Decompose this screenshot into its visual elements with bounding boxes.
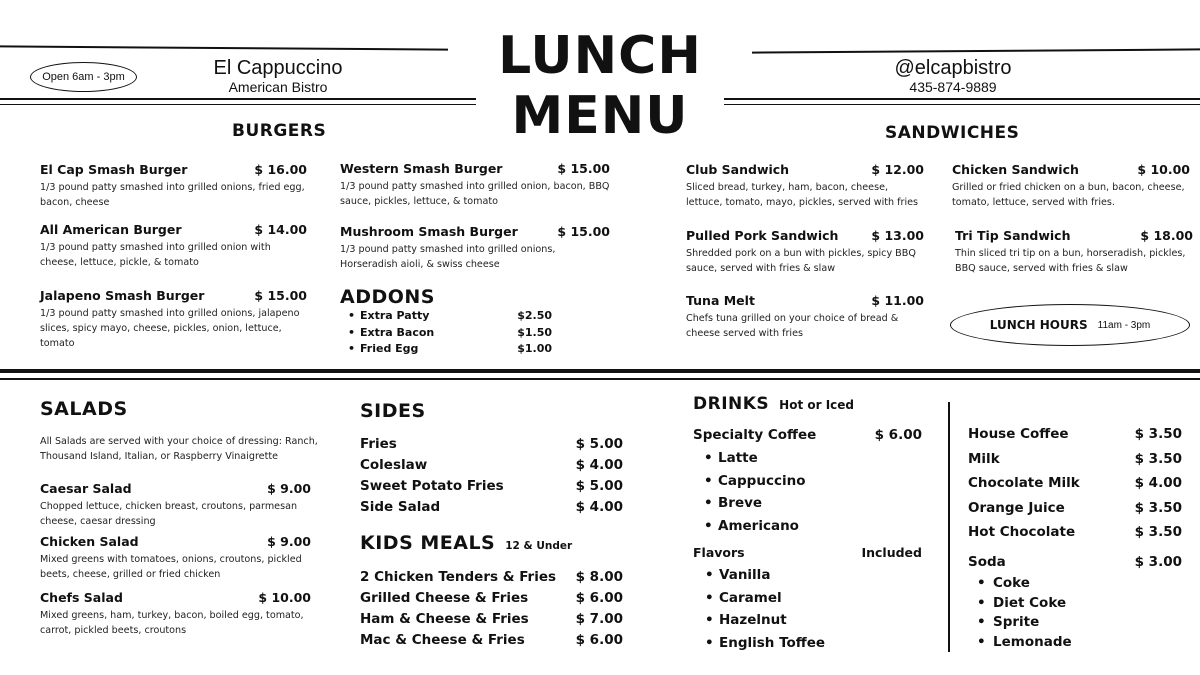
- flavor-option: • English Toffee: [705, 632, 922, 655]
- coffee-option: • Cappuccino: [704, 470, 922, 493]
- item-name: Milk: [968, 450, 1000, 467]
- item-name: Chefs Salad: [40, 590, 123, 605]
- drink-item: [968, 422, 1182, 447]
- menu-item: [340, 224, 610, 272]
- open-hours-badge: [30, 62, 137, 92]
- item-price: $ 3.50: [1134, 426, 1182, 442]
- item-name: Tri Tip Sandwich: [955, 228, 1071, 243]
- item-price: $ 5.00: [575, 436, 623, 452]
- title-line-1: LUNCH: [498, 26, 702, 86]
- item-price: $ 8.00: [575, 569, 623, 585]
- item-name: House Coffee: [968, 426, 1069, 442]
- drinks-note: Hot or Iced: [779, 398, 855, 412]
- item-name: Hot Chocolate: [968, 524, 1076, 540]
- specialty-coffee-row: [693, 425, 922, 446]
- kids-heading: KIDS MEALS: [360, 532, 496, 554]
- drink-item: [968, 447, 1182, 472]
- item-name: Grilled Cheese & Fries: [360, 590, 529, 606]
- restaurant-type: American Bistro: [228, 79, 328, 95]
- item-price: $ 18.00: [1140, 228, 1193, 243]
- addon-price: $1.50: [517, 325, 552, 339]
- item-description: 1/3 pound patty smashed into grilled onions, fried egg, bacon, cheese: [40, 182, 305, 208]
- menu-title: [490, 28, 710, 144]
- item-price: $ 15.00: [254, 288, 307, 303]
- header-line-left-top: [0, 45, 448, 50]
- menu-item: [40, 222, 307, 270]
- addon-item: [342, 325, 552, 342]
- addon-name: • Extra Patty: [360, 309, 430, 322]
- item-price: $ 6.00: [575, 632, 623, 648]
- item-name: Chocolate Milk: [968, 475, 1080, 491]
- salads-intro: [40, 432, 320, 464]
- lunch-hours-badge: [950, 304, 1190, 346]
- soda-option: • Diet Coke: [977, 594, 1182, 614]
- item-price: $ 10.00: [1137, 162, 1190, 177]
- item-description: Mixed greens, ham, turkey, bacon, boiled egg, tomato, carrot, pickled beets, croutons: [40, 610, 304, 636]
- flavors-label: Flavors: [693, 545, 745, 560]
- drinks-vertical-divider: [948, 402, 950, 652]
- specialty-coffee-price: $ 6.00: [874, 427, 922, 443]
- item-description: Sliced bread, turkey, ham, bacon, cheese, lettuce, tomato, mayo, pickles, served with fries: [686, 182, 919, 208]
- item-price: $ 3.50: [1134, 524, 1182, 540]
- sides-list: [360, 434, 623, 518]
- item-price: $ 7.00: [575, 611, 623, 627]
- menu-item: [952, 162, 1190, 210]
- drinks-heading: DRINKS: [693, 394, 770, 414]
- item-price: $ 9.00: [267, 534, 311, 549]
- item-name: Coleslaw: [360, 457, 428, 473]
- item-description: Grilled or fried chicken on a bun, bacon, cheese, tomato, lettuce, served with fries.: [952, 182, 1185, 208]
- menu-item: [40, 162, 307, 210]
- item-price: $ 15.00: [557, 224, 610, 239]
- header-line-left-bottom-2: [0, 104, 476, 105]
- item-name: 2 Chicken Tenders & Fries: [360, 569, 557, 585]
- open-hours-text: Open 6am - 3pm: [42, 71, 125, 83]
- menu-item: [40, 590, 311, 638]
- menu-item: [686, 293, 924, 341]
- coffee-option: • Americano: [704, 515, 922, 538]
- flavors-group: [693, 542, 922, 654]
- item-name: Pulled Pork Sandwich: [686, 228, 839, 243]
- item-description: Mixed greens with tomatoes, onions, croutons, pickled beets, cheese, grilled or fried chicken: [40, 554, 302, 580]
- item-price: $ 11.00: [871, 293, 924, 308]
- salads-intro-text: All Salads are served with your choice of dressing: Ranch, Thousand Island, Italian, or Raspberry Vinaigrette: [40, 436, 318, 462]
- lunch-hours-label: LUNCH HOURS: [989, 318, 1088, 332]
- item-price: $ 4.00: [1134, 475, 1182, 491]
- item-name: Chicken Salad: [40, 534, 139, 549]
- item-price: $ 12.00: [871, 162, 924, 177]
- soda-option: • Lemonade: [977, 633, 1182, 653]
- soda-row: [968, 550, 1182, 575]
- sandwiches-heading: SANDWICHES: [885, 123, 1020, 143]
- sides-heading: SIDES: [360, 400, 426, 422]
- item-price: $ 4.00: [575, 457, 623, 473]
- addon-item: [342, 341, 552, 358]
- drinks-list: [968, 422, 1182, 652]
- item-name: El Cap Smash Burger: [40, 162, 188, 177]
- item-price: $ 4.00: [575, 499, 623, 515]
- contact-info: [853, 57, 1053, 95]
- item-price: $ 10.00: [258, 590, 311, 605]
- item-price: $ 6.00: [575, 590, 623, 606]
- addons-list: [342, 308, 552, 358]
- drink-item: [968, 471, 1182, 496]
- soda-option: • Sprite: [977, 613, 1182, 633]
- soda-label: Soda: [968, 553, 1006, 570]
- menu-item: [686, 162, 924, 210]
- item-name: Chicken Sandwich: [952, 162, 1079, 177]
- item-name: Club Sandwich: [686, 162, 790, 177]
- section-divider-1: [0, 369, 1200, 373]
- section-divider-2: [0, 378, 1200, 380]
- item-description: Thin sliced tri tip on a bun, horseradish, pickles, BBQ sauce, served with fries & slaw: [955, 248, 1186, 274]
- item-price: $ 9.00: [267, 481, 311, 496]
- item-name: Fries: [360, 436, 397, 452]
- item-price: $ 16.00: [254, 162, 307, 177]
- addon-name: • Fried Egg: [360, 342, 419, 355]
- item-description: Shredded pork on a bun with pickles, spicy BBQ sauce, served with fries & slaw: [686, 248, 916, 274]
- title-line-2: MENU: [511, 86, 689, 146]
- specialty-coffee-group: [693, 425, 922, 537]
- kids-list: [360, 567, 623, 651]
- restaurant-name: El Cappuccino: [213, 57, 343, 79]
- specialty-coffee-label: Specialty Coffee: [693, 427, 817, 443]
- phone-number: 435-874-9889: [909, 79, 997, 95]
- kids-item: [360, 630, 623, 651]
- item-description: 1/3 pound patty smashed into grilled onion, bacon, BBQ sauce, pickles, lettuce, & tomato: [340, 181, 610, 207]
- item-price: $ 3.50: [1134, 499, 1182, 516]
- item-price: $ 15.00: [557, 161, 610, 176]
- menu-item: [40, 534, 311, 582]
- flavor-option: • Hazelnut: [705, 609, 922, 632]
- drinks-heading-row: [693, 394, 854, 414]
- item-description: Chopped lettuce, chicken breast, croutons, parmesan cheese, caesar dressing: [40, 501, 298, 527]
- burgers-heading: BURGERS: [232, 121, 327, 141]
- flavor-option: • Vanilla: [705, 564, 922, 587]
- restaurant-brand: [178, 57, 378, 95]
- side-item: [360, 476, 623, 497]
- menu-item: [40, 481, 311, 529]
- header-line-right-bottom-1: [724, 98, 1200, 100]
- side-item: [360, 434, 623, 455]
- item-name: Mac & Cheese & Fries: [360, 632, 525, 648]
- addons-heading: ADDONS: [340, 286, 435, 308]
- kids-note: 12 & Under: [505, 540, 573, 552]
- soda-option: • Coke: [977, 574, 1182, 594]
- social-handle: @elcapbistro: [894, 57, 1012, 79]
- side-item: [360, 455, 623, 476]
- salads-heading: SALADS: [40, 398, 128, 420]
- item-price: $ 14.00: [254, 222, 307, 237]
- item-description: 1/3 pound patty smashed into grilled onions, Horseradish aioli, & swiss cheese: [340, 244, 556, 270]
- menu-item: [686, 228, 924, 276]
- item-name: Caesar Salad: [40, 481, 132, 496]
- side-item: [360, 497, 623, 518]
- kids-item: [360, 588, 623, 609]
- addon-price: $2.50: [517, 309, 552, 322]
- item-name: Jalapeno Smash Burger: [40, 288, 205, 303]
- item-price: $ 3.50: [1134, 450, 1182, 467]
- drink-item: [968, 520, 1182, 545]
- addon-price: $1.00: [517, 342, 552, 355]
- item-description: 1/3 pound patty smashed into grilled onion with cheese, lettuce, pickle, & tomato: [40, 242, 271, 268]
- coffee-option: • Breve: [704, 492, 922, 515]
- header-line-right-top: [752, 48, 1200, 53]
- item-name: Mushroom Smash Burger: [340, 224, 518, 239]
- item-name: Orange Juice: [968, 499, 1065, 516]
- item-name: All American Burger: [40, 222, 182, 237]
- item-name: Sweet Potato Fries: [360, 478, 504, 494]
- soda-price: $ 3.00: [1134, 553, 1182, 570]
- item-name: Side Salad: [360, 499, 441, 515]
- lunch-hours-time: 11am - 3pm: [1097, 319, 1151, 331]
- kids-item: [360, 609, 623, 630]
- item-description: Chefs tuna grilled on your choice of bread & cheese served with fries: [686, 313, 899, 339]
- item-name: Western Smash Burger: [340, 161, 503, 176]
- item-name: Tuna Melt: [686, 293, 755, 308]
- item-description: 1/3 pound patty smashed into grilled onions, jalapeno slices, spicy mayo, cheese, pickles, onion, lettuce, tomato: [40, 308, 300, 349]
- menu-item: [340, 161, 610, 209]
- menu-item: [955, 228, 1193, 276]
- header-line-left-bottom-1: [0, 98, 476, 100]
- kids-heading-row: [360, 532, 572, 554]
- menu-item: [40, 288, 307, 351]
- addon-name: • Extra Bacon: [360, 325, 435, 339]
- flavors-note: Included: [861, 545, 922, 560]
- item-price: $ 5.00: [575, 478, 623, 494]
- item-name: Ham & Cheese & Fries: [360, 611, 529, 627]
- coffee-option: • Latte: [704, 447, 922, 470]
- flavor-option: • Caramel: [705, 587, 922, 610]
- drink-item: [968, 496, 1182, 521]
- flavors-row: [693, 542, 922, 563]
- addon-item: [342, 308, 552, 325]
- item-price: $ 13.00: [871, 228, 924, 243]
- header-line-right-bottom-2: [724, 104, 1200, 105]
- kids-item: [360, 567, 623, 588]
